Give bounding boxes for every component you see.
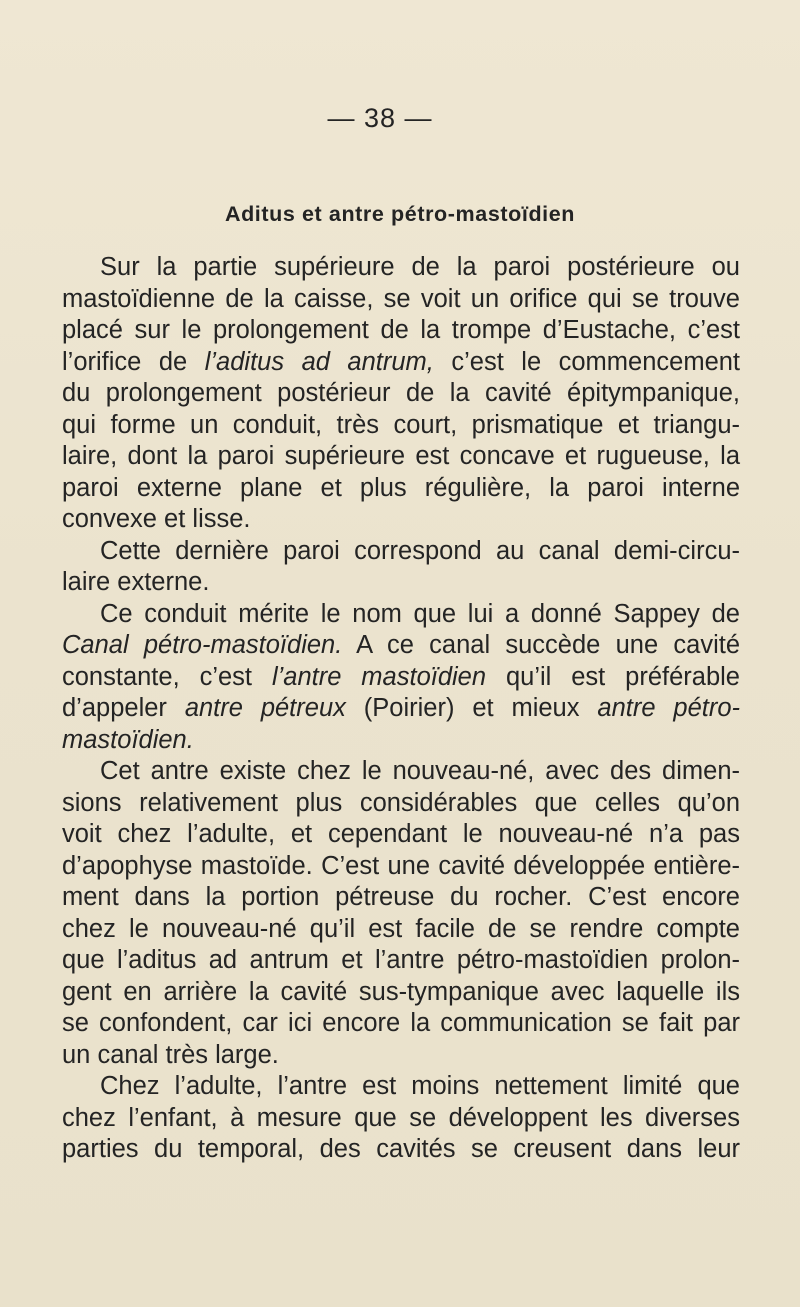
text-line: chez l’enfant, à mesure que se développent les diverses: [62, 1103, 740, 1132]
page-number: — 38 —: [327, 103, 433, 133]
text-line: Ce conduit mérite le nom que lui a donné Sappey de: [100, 599, 740, 628]
italic-term: Canal pétro-mastoïdien.: [62, 631, 343, 659]
text-line: laire, dont la paroi supérieure est concave et rugueuse, la: [62, 442, 740, 470]
text-line: convexe et lisse.: [62, 505, 251, 533]
text-line: que l’aditus ad antrum et l’antre pétro-mastoïdien prolon-: [62, 946, 740, 974]
text-line: sions relativement plus considérables que celles qu’on: [62, 788, 740, 817]
text-line: ment dans la portion pétreuse du rocher. C’est encore: [62, 883, 740, 911]
text-line: mastoïdienne de la caisse, se voit un orifice qui se trouve: [62, 284, 740, 313]
text-line: laire externe.: [62, 568, 210, 596]
text-line: d’appeler antre pétreux (Poirier) et mieux antre pétro-: [62, 694, 741, 722]
italic-term: l’aditus ad antrum,: [204, 347, 434, 376]
text-line: placé sur le prolongement de la trompe d’Eustache, c’est: [62, 316, 740, 344]
text-line: [62, 725, 740, 757]
text-line: chez le nouveau-né qu’il est facile de se rendre compte: [62, 914, 740, 943]
italic-term: antre pétreux: [184, 694, 346, 722]
text-line: gent en arrière la cavité sus-tympanique avec laquelle ils: [62, 977, 740, 1006]
section-heading: Aditus et antre pétro-mastoïdien: [224, 202, 576, 226]
text-line: Sur la partie supérieure de la paroi postérieure ou: [100, 253, 740, 281]
text-line: du prolongement postérieur de la cavité épitympanique,: [62, 379, 740, 407]
italic-term: antre pétro-: [597, 694, 741, 722]
text-line: paroi externe plane et plus régulière, la paroi interne: [62, 473, 740, 502]
text-line: voit chez l’adulte, et cependant le nouveau-né n’a pas: [62, 820, 740, 848]
text-line: Cette dernière paroi correspond au canal demi-circu-: [100, 536, 740, 565]
text-line: se confondent, car ici encore la communication se fait par: [62, 1009, 740, 1037]
text-line: parties du temporal, des cavités se creusent dans leur: [62, 1135, 740, 1163]
text-line: Cet antre existe chez le nouveau-né, avec des dimen-: [100, 757, 740, 785]
italic-term: l’antre mastoïdien: [271, 662, 487, 691]
text-line: l’orifice de l’aditus ad antrum, c’est le commencement: [62, 347, 741, 376]
text-line: qui forme un conduit, très court, prismatique et triangu-: [62, 410, 740, 439]
text-line: Chez l’adulte, l’antre est moins nettement limité que: [100, 1072, 740, 1100]
text-line: constante, c’est l’antre mastoïdien qu’il est préférable: [62, 662, 740, 691]
text-line: un canal très large.: [62, 1040, 279, 1069]
body-text: [62, 252, 740, 1166]
text-line: Canal pétro-mastoïdien. A ce canal succède une cavité: [62, 631, 740, 659]
text-line: d’apophyse mastoïde. C’est une cavité développée entière-: [62, 851, 740, 880]
italic-term: mastoïdien.: [62, 725, 194, 754]
